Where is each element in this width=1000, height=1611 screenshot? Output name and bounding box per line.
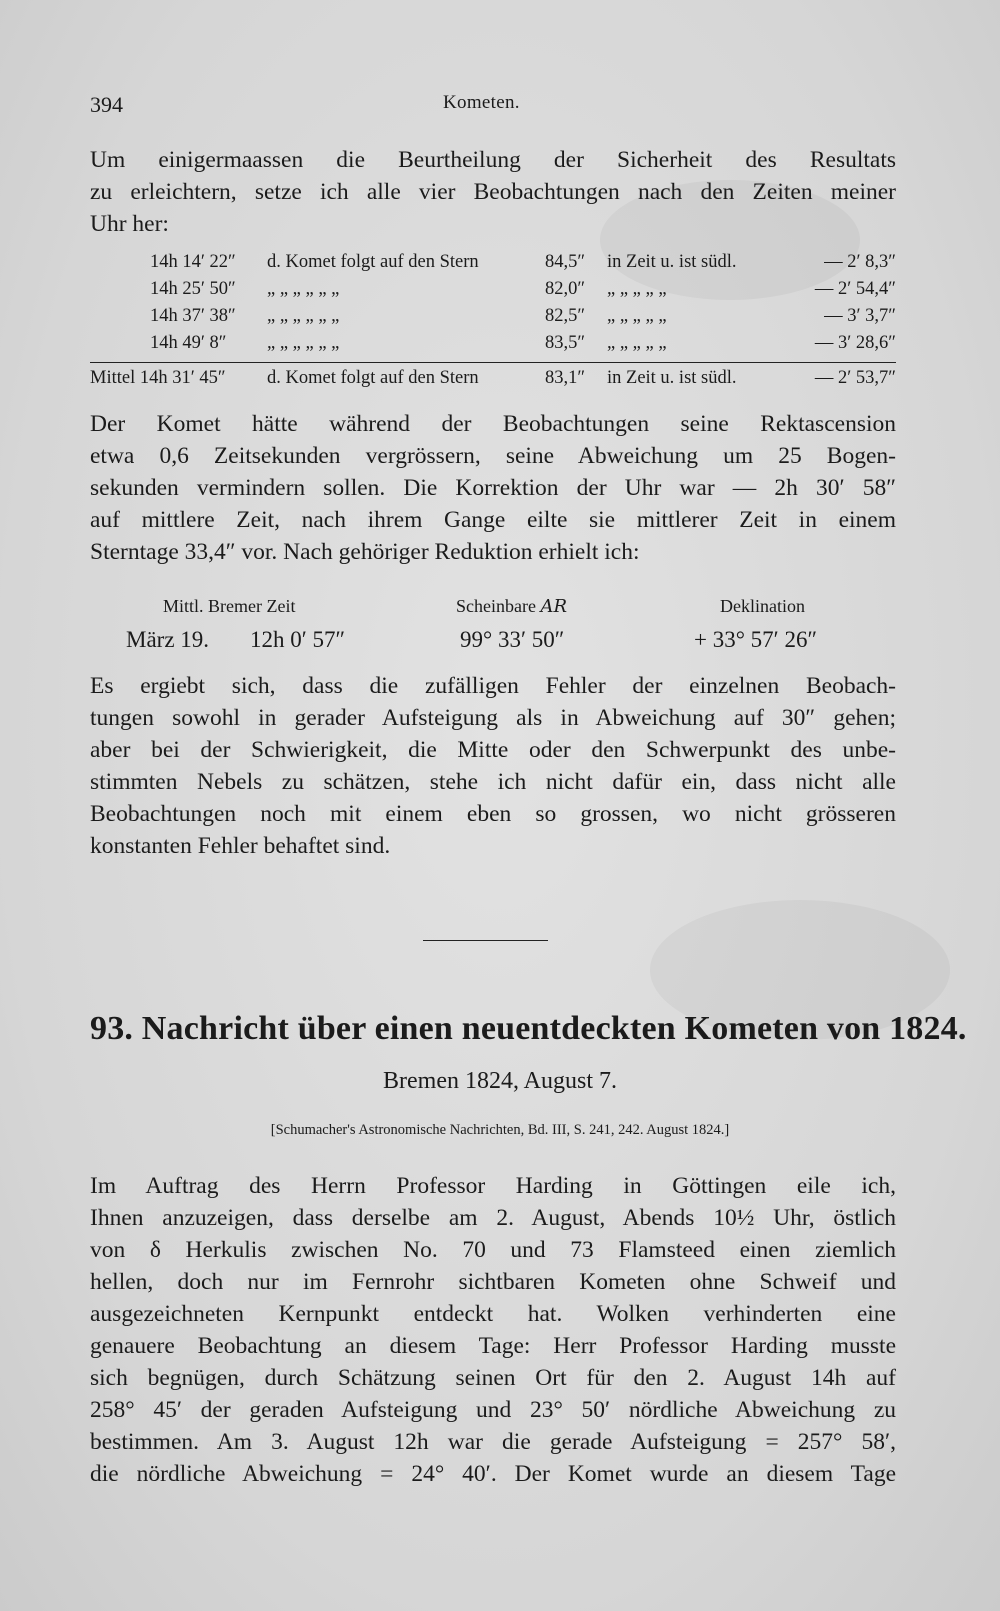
result-header-ra: Scheinbare 𝐴𝑅 xyxy=(456,596,568,616)
obs-time: 14h 25′ 50″ xyxy=(150,279,236,299)
text-line: Der Komet hätte während der Beobachtungen seine Rektascension xyxy=(90,411,896,437)
result-header-time: Mittl. Bremer Zeit xyxy=(163,596,296,616)
observation-mean xyxy=(90,368,896,395)
obs-ditto: „ „ „ „ „ „ xyxy=(267,279,340,299)
page-number: 394 xyxy=(90,92,123,117)
obs-decl: — 3′ 28,6″ xyxy=(814,333,896,353)
paragraph-correction xyxy=(90,408,896,568)
text-line: Um einigermaassen die Beurtheilung der Sicherheit des Resultats xyxy=(90,147,896,173)
text-line: Ihnen anzuzeigen, dass derselbe am 2. August, Abends 10½ Uhr, östlich xyxy=(90,1205,896,1231)
obs-decl: — 2′ 8,3″ xyxy=(824,252,896,272)
mean-value: 83,1″ xyxy=(545,368,586,388)
mean-text: d. Komet folgt auf den Stern xyxy=(267,368,479,388)
result-header-dec: Deklination xyxy=(720,596,805,616)
text-line: stimmten Nebels zu schätzen, stehe ich nicht dafür ein, dass nicht alle xyxy=(90,769,896,795)
text-line: Im Auftrag des Herrn Professor Harding in Göttingen eile ich, xyxy=(90,1173,896,1199)
section-source: [Schumacher's Astronomische Nachrichten, Bd. III, S. 241, 242. August 1824.] xyxy=(270,1122,730,1138)
obs-text: d. Komet folgt auf den Stern xyxy=(267,252,479,272)
observation-table xyxy=(90,252,896,360)
obs-text2: in Zeit u. ist südl. xyxy=(607,252,737,272)
result-date: März 19. xyxy=(126,627,210,652)
text-line: zu erleichtern, setze ich alle vier Beobachtungen nach den Zeiten meiner xyxy=(90,179,896,205)
mean-text2: in Zeit u. ist südl. xyxy=(607,368,737,388)
text-line: sekunden vermindern sollen. Die Korrektion der Uhr war — 2h 30′ 58″ xyxy=(90,475,896,501)
table-rule xyxy=(90,362,896,363)
obs-time: 14h 37′ 38″ xyxy=(150,306,236,326)
obs-value: 82,0″ xyxy=(545,279,586,299)
obs-time: 14h 49′ 8″ xyxy=(150,333,227,353)
text-line: aber bei der Schwierigkeit, die Mitte oder den Schwerpunkt des unbe- xyxy=(90,737,896,763)
obs-value: 84,5″ xyxy=(545,252,586,272)
text-line: genauere Beobachtung an diesem Tage: Herr Professor Harding musste xyxy=(90,1333,896,1359)
mean-time: Mittel 14h 31′ 45″ xyxy=(90,368,226,388)
text-line: Beobachtungen noch mit einem eben so grossen, wo nicht grösseren xyxy=(90,801,896,827)
text-line: auf mittlere Zeit, nach ihrem Gange eilte sie mittlerer Zeit in einem xyxy=(90,507,896,533)
text-line: hellen, doch nur im Fernrohr sichtbaren Kometen ohne Schweif und xyxy=(90,1269,896,1295)
text-line: sich begnügen, durch Schätzung seinen Ort für den 2. August 14h auf xyxy=(90,1365,896,1391)
observation-row xyxy=(90,306,896,333)
paragraph-intro xyxy=(90,144,896,240)
observation-row xyxy=(90,333,896,360)
result-dec: + 33° 57′ 26″ xyxy=(694,627,818,652)
obs-ditto: „ „ „ „ „ xyxy=(607,306,667,326)
obs-ditto: „ „ „ „ „ xyxy=(607,279,667,299)
obs-ditto: „ „ „ „ „ „ xyxy=(267,306,340,326)
mean-decl: — 2′ 53,7″ xyxy=(814,368,896,388)
text-line: Es ergiebt sich, dass die zufälligen Fehler der einzelnen Beobach- xyxy=(90,673,896,699)
paragraph-errors xyxy=(90,670,896,862)
text-line: konstanten Fehler behaftet sind. xyxy=(90,833,391,859)
text-line: Sterntage 33,4″ vor. Nach gehöriger Reduktion erhielt ich: xyxy=(90,539,640,565)
result-ra: 99° 33′ 50″ xyxy=(460,627,565,652)
observation-row xyxy=(90,252,896,279)
section-subtitle: Bremen 1824, August 7. xyxy=(383,1068,617,1094)
mean-row xyxy=(90,368,896,395)
obs-decl: — 3′ 3,7″ xyxy=(824,306,896,326)
text-line: bestimmen. Am 3. August 12h war die gerade Aufsteigung = 257° 58′, xyxy=(90,1429,896,1455)
obs-value: 82,5″ xyxy=(545,306,586,326)
obs-decl: — 2′ 54,4″ xyxy=(814,279,896,299)
text-line: etwa 0,6 Zeitsekunden vergrössern, seine Abweichung um 25 Bogen- xyxy=(90,443,896,469)
obs-time: 14h 14′ 22″ xyxy=(150,252,236,272)
section-title: 93. Nachricht über einen neuentdeckten Kometen von 1824. xyxy=(90,1010,967,1047)
text-line: ausgezeichneten Kernpunkt entdeckt hat. Wolken verhinderten eine xyxy=(90,1301,896,1327)
running-title: Kometen. xyxy=(443,92,520,113)
paragraph-comet-report xyxy=(90,1170,896,1490)
obs-value: 83,5″ xyxy=(545,333,586,353)
section-separator xyxy=(423,940,548,941)
obs-ditto: „ „ „ „ „ „ xyxy=(267,333,340,353)
obs-ditto: „ „ „ „ „ xyxy=(607,333,667,353)
observation-row xyxy=(90,279,896,306)
text-line: 258° 45′ der geraden Aufsteigung und 23° 50′ nördliche Abweichung zu xyxy=(90,1397,896,1423)
result-time: 12h 0′ 57″ xyxy=(250,627,346,652)
text-line: die nördliche Abweichung = 24° 40′. Der Komet wurde an diesem Tage xyxy=(90,1461,896,1487)
text-line: tungen sowohl in gerader Aufsteigung als in Abweichung auf 30″ gehen; xyxy=(90,705,896,731)
text-line: Uhr her: xyxy=(90,211,169,237)
text-line: von δ Herkulis zwischen No. 70 und 73 Flamsteed einen ziemlich xyxy=(90,1237,896,1263)
